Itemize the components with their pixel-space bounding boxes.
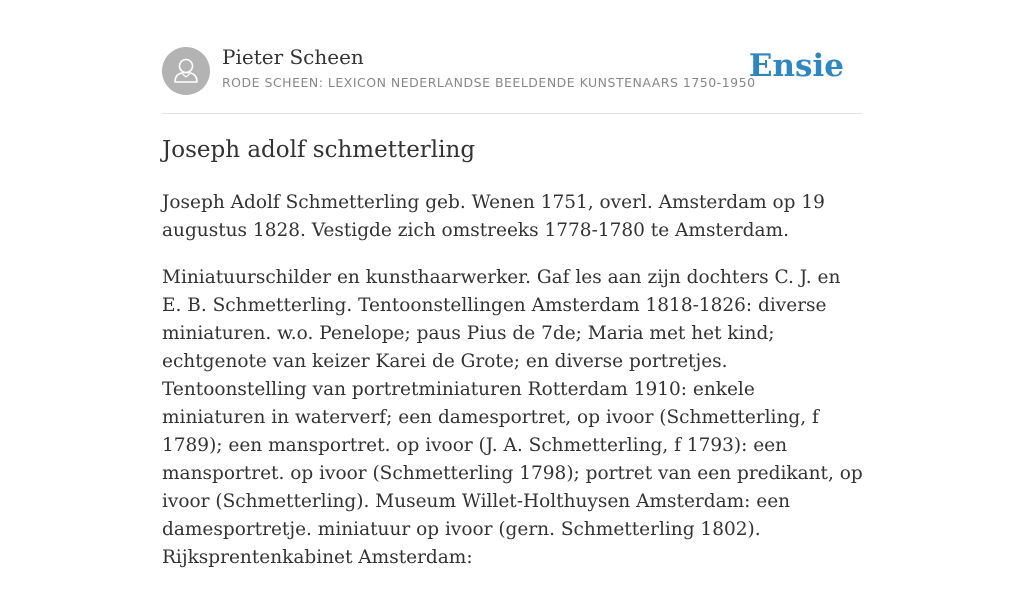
page-title: Joseph adolf schmetterling (162, 137, 476, 163)
author-name[interactable]: Pieter Scheen (222, 45, 364, 69)
paragraph: Miniatuurschilder en kunsthaarwerker. Gaf les aan zijn dochters C. J. en E. B. Schmetterling. Tentoonstellingen Amsterdam 1818-1826: diverse miniaturen. w.o. Penelope; paus Pius de 7de; Maria met het kind; echtgenote van keizer Karei de Grote; en diverse portretjes. Tentoonstelling van portretminiaturen Rotterdam 1910: enkele miniaturen in waterverf; een damesportret, op ivoor (Schmetterling, f 1789); een mansportret. op ivoor (J. A. Schmetterling, f 1793): een mansportret. op ivoor (Schmetterling 1798); portret van een predikant, op ivoor (Schmetterling). Museum Willet-Holthuysen Amsterdam: een damesportretje. miniatuur op ivoor (gern. Schmetterling 1802). Rijksprentenkabinet Amsterdam: (162, 267, 863, 568)
page (162, 0, 863, 568)
author-avatar[interactable] (162, 47, 210, 95)
user-avatar-icon (162, 47, 210, 95)
article-header (162, 0, 862, 114)
paragraph: Joseph Adolf Schmetterling geb. Wenen 1751, overl. Amsterdam op 19 augustus 1828. Vestigde zich omstreeks 1778-1780 te Amsterdam. (162, 192, 825, 241)
brand-logo[interactable]: Ensie (748, 48, 844, 84)
source-label[interactable]: RODE SCHEEN: LEXICON NEDERLANDSE BEELDENDE KUNSTENAARS 1750-1950 (222, 75, 756, 90)
article-body (162, 189, 864, 591)
